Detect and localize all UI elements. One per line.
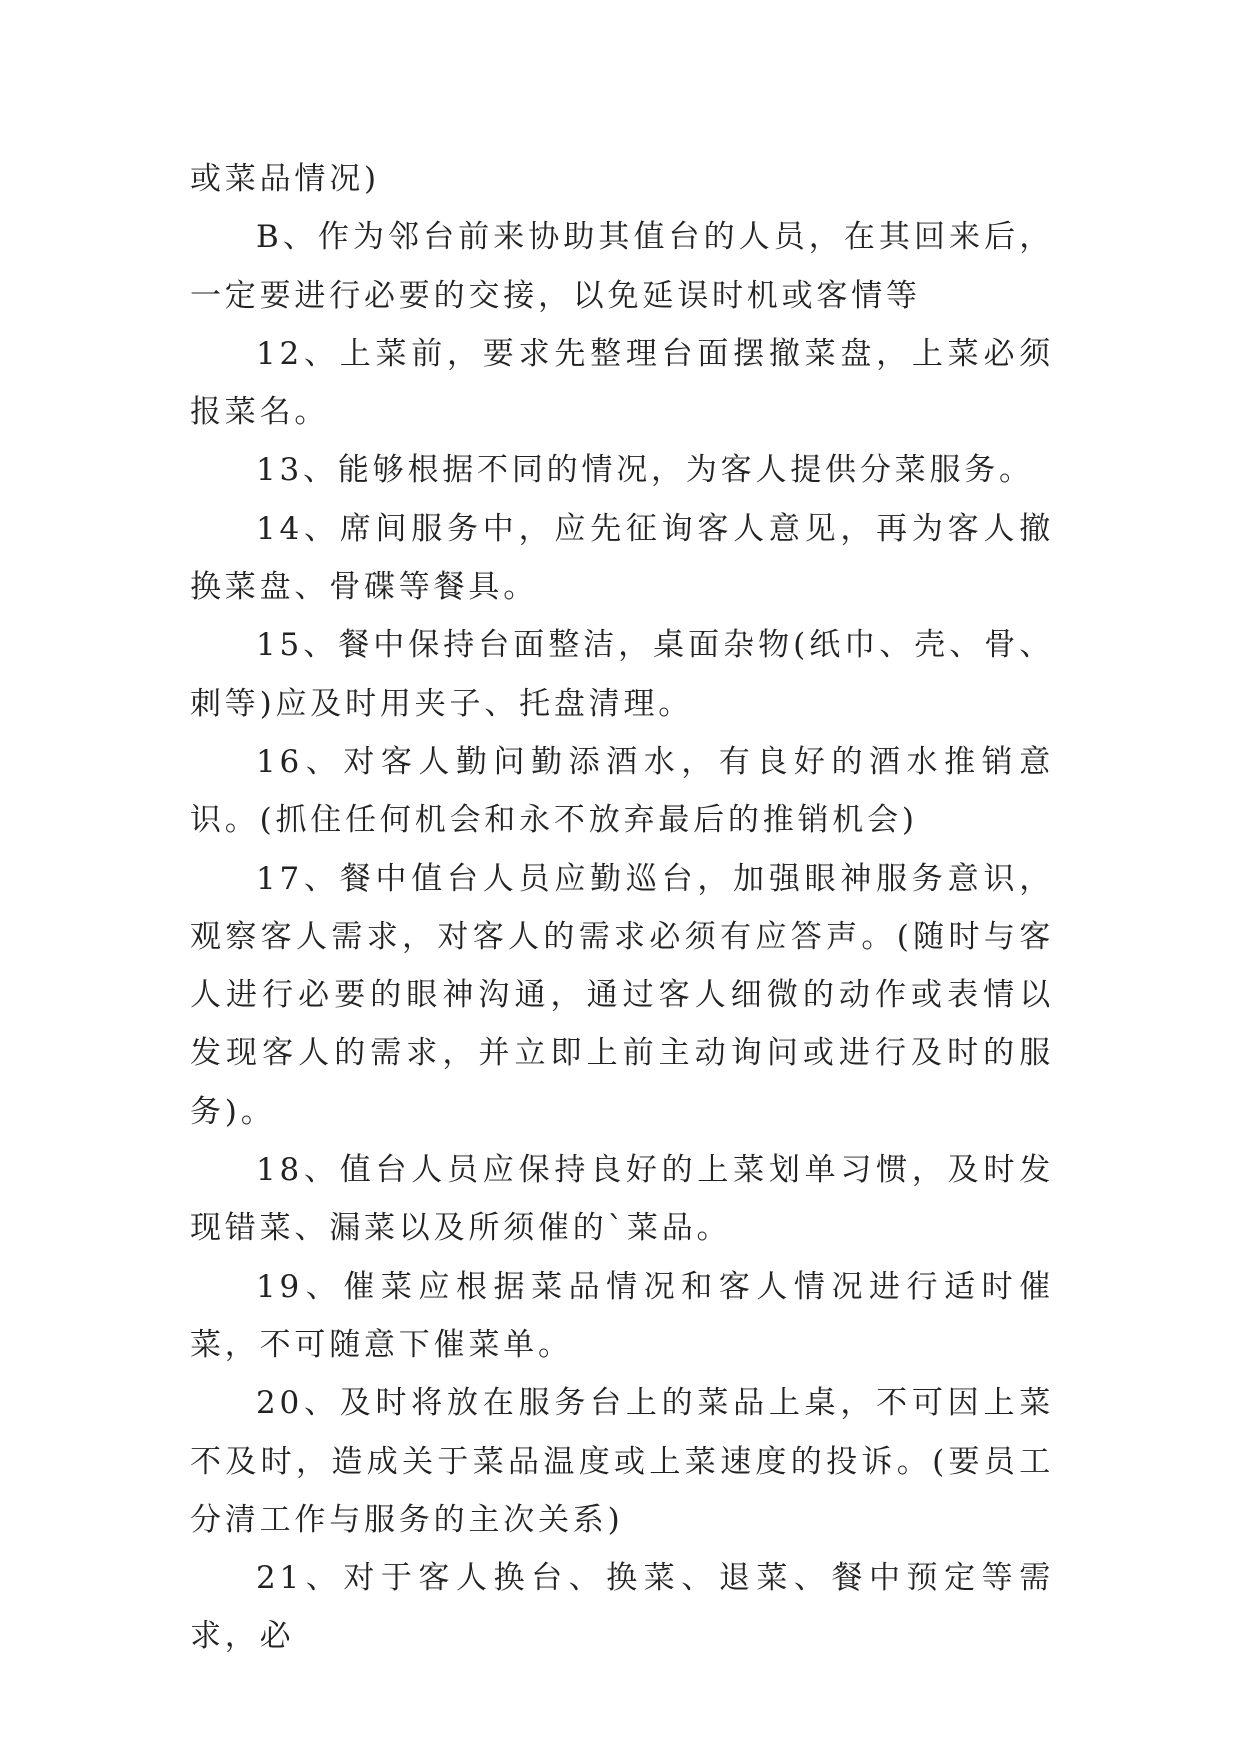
paragraph-item-13: 13、能够根据不同的情况，为客人提供分菜服务。 xyxy=(256,452,1034,489)
paragraph-item-18: 18、值台人员应保持良好的上菜划单习惯，及时发现错菜、漏菜以及所须催的`菜品。 xyxy=(190,1152,1054,1247)
paragraph-item-b: B、作为邻台前来协助其值台的人员，在其回来后，一定要进行必要的交接，以免延误时机或客情等 xyxy=(190,219,1054,314)
paragraph-item-20: 20、及时将放在服务台上的菜品上桌，不可因上菜不及时，造成关于菜品温度或上菜速度的投诉。(要员工分清工作与服务的主次关系) xyxy=(190,1385,1054,1538)
document-body xyxy=(190,150,1054,1666)
paragraph-item-14: 14、席间服务中，应先征询客人意见，再为客人撤换菜盘、骨碟等餐具。 xyxy=(190,510,1054,606)
paragraph-item-17: 17、餐中值台人员应勤巡台，加强眼神服务意识，观察客人需求，对客人的需求必须有应答声。(随时与客人进行必要的眼神沟通，通过客人细微的动作或表情以发现客人的需求，并立即上前主动询问或进行及时的服务)。 xyxy=(190,860,1054,1130)
paragraph-continuation: 或菜品情况) xyxy=(190,161,380,197)
paragraph-item-16: 16、对客人勤问勤添酒水，有良好的酒水推销意识。(抓住任何机会和永不放弃最后的推销机会) xyxy=(190,743,1054,839)
paragraph-item-15: 15、餐中保持台面整洁，桌面杂物(纸巾、壳、骨、刺等)应及时用夹子、托盘清理。 xyxy=(190,627,1054,722)
paragraph-item-21: 21、对于客人换台、换菜、退菜、餐中预定等需求，必 xyxy=(190,1560,1054,1655)
paragraph-item-19: 19、催菜应根据菜品情况和客人情况进行适时催菜，不可随意下催菜单。 xyxy=(190,1268,1054,1363)
paragraph-item-12: 12、上菜前，要求先整理台面摆撤菜盘，上菜必须报菜名。 xyxy=(190,335,1054,431)
